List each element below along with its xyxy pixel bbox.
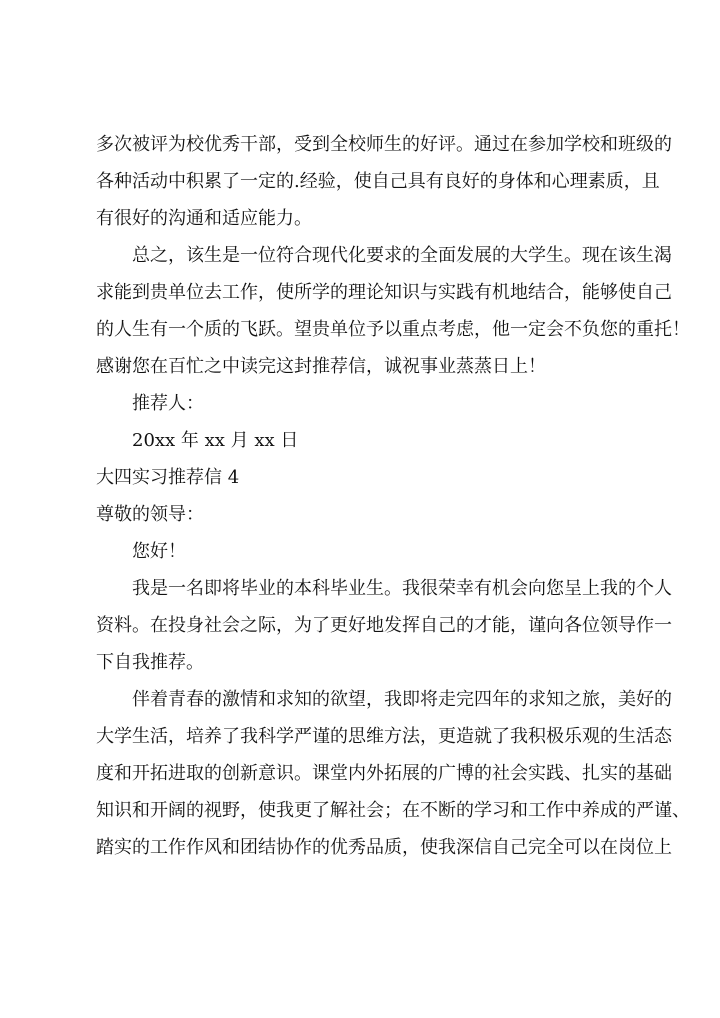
greeting: 您好！ xyxy=(132,541,186,562)
paragraph-continuation xyxy=(96,126,672,237)
text-line: 总之，该生是一位符合现代化要求的全面发展的大学生。现在该生渴 xyxy=(132,245,672,266)
paragraph-introduction xyxy=(96,570,672,681)
text-line: 感谢您在百忙之中读完这封推荐信，诚祝事业蒸蒸日上！ xyxy=(96,356,546,377)
text-line: 求能到贵单位去工作，使所学的理论知识与实践有机地结合，能够使自己 xyxy=(96,282,672,303)
text-line: 下自我推荐。 xyxy=(96,652,204,673)
recommender-label: 推荐人： xyxy=(132,393,204,414)
paragraph-experience xyxy=(96,681,690,866)
text-line: 的人生有一个质的飞跃。望贵单位予以重点考虑，他一定会不负您的重托！ xyxy=(96,319,690,340)
document-body xyxy=(96,126,690,866)
text-line: 多次被评为校优秀干部，受到全校师生的好评。通过在参加学校和班级的 xyxy=(96,134,672,155)
letter-heading: 大四实习推荐信 4 xyxy=(96,467,240,488)
date-line: 20xx 年 xx 月 xx 日 xyxy=(132,430,299,451)
text-line: 大学生活，培养了我科学严谨的思维方法，更造就了我积极乐观的生活态 xyxy=(96,726,672,747)
paragraph-conclusion xyxy=(96,237,690,385)
text-line: 各种活动中积累了一定的.经验，使自己具有良好的身体和心理素质，且 xyxy=(96,171,660,192)
text-line: 伴着青春的激情和求知的欲望，我即将走完四年的求知之旅，美好的 xyxy=(132,689,672,710)
text-line: 我是一名即将毕业的本科毕业生。我很荣幸有机会向您呈上我的个人 xyxy=(132,578,672,599)
text-line: 踏实的工作作风和团结协作的优秀品质，使我深信自己完全可以在岗位上 xyxy=(96,837,672,858)
salutation: 尊敬的领导： xyxy=(96,504,204,525)
text-line: 有很好的沟通和适应能力。 xyxy=(96,208,312,229)
text-line: 知识和开阔的视野，使我更了解社会；在不断的学习和工作中养成的严谨、 xyxy=(96,800,690,821)
text-line: 度和开拓进取的创新意识。课堂内外拓展的广博的社会实践、扎实的基础 xyxy=(96,763,672,784)
text-line: 资料。在投身社会之际，为了更好地发挥自己的才能，谨向各位领导作一 xyxy=(96,615,672,636)
